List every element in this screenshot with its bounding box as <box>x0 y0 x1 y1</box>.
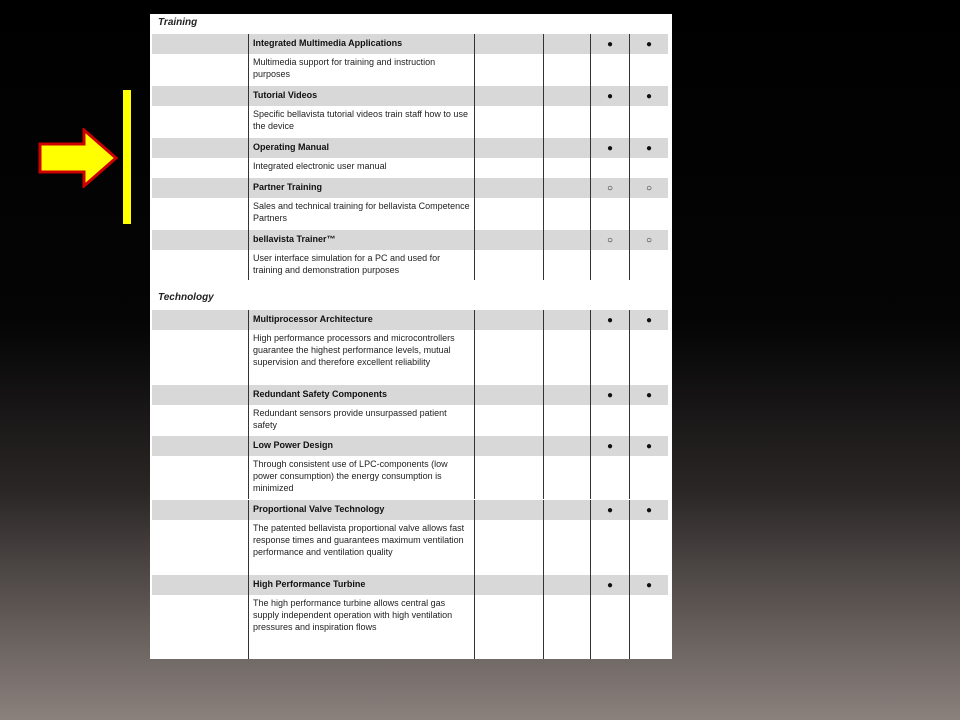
feature-name: Partner Training <box>253 182 323 192</box>
feature-description: Sales and technical training for bellavista Competence Partners <box>253 201 470 223</box>
mark-col-a: ○ <box>606 182 614 194</box>
mark-col-b: ● <box>645 90 653 102</box>
feature-row <box>152 86 668 106</box>
feature-row <box>152 436 668 456</box>
feature-name: bellavista Trainer™ <box>253 234 336 244</box>
feature-row <box>152 310 668 330</box>
feature-name: Operating Manual <box>253 142 330 152</box>
feature-row <box>152 500 668 520</box>
desc-row <box>152 595 668 659</box>
feature-description: The patented bellavista proportional valve allows fast response times and guarantees maximum ventilation performance and ventilation quality <box>253 523 465 557</box>
feature-name: Proportional Valve Technology <box>253 504 385 514</box>
mark-col-a: ○ <box>606 234 614 246</box>
feature-row <box>152 230 668 250</box>
desc-row <box>152 456 668 499</box>
desc-row <box>152 54 668 86</box>
mark-col-b: ● <box>645 504 653 516</box>
mark-col-a: ● <box>606 440 614 452</box>
mark-col-b: ● <box>645 389 653 401</box>
mark-col-a: ● <box>606 579 614 591</box>
mark-col-a: ● <box>606 142 614 154</box>
feature-row <box>152 34 668 54</box>
feature-row <box>152 385 668 405</box>
mark-col-b: ● <box>645 142 653 154</box>
feature-name: Multiprocessor Architecture <box>253 314 373 324</box>
desc-row <box>152 330 668 385</box>
mark-col-b: ● <box>645 579 653 591</box>
right-arrow-icon <box>38 128 118 188</box>
mark-col-a: ● <box>606 504 614 516</box>
desc-row <box>152 158 668 178</box>
feature-name: Integrated Multimedia Applications <box>253 38 403 48</box>
feature-description: Specific bellavista tutorial videos train staff how to use the device <box>253 109 468 131</box>
feature-description: High performance processors and microcontrollers guarantee the highest performance levels, mutual supervision and therefore excellent reliability <box>253 333 455 367</box>
mark-col-b: ● <box>645 38 653 50</box>
feature-description: User interface simulation for a PC and used for training and demonstration purposes <box>253 253 441 275</box>
mark-col-b: ● <box>645 440 653 452</box>
desc-row <box>152 405 668 436</box>
feature-description: The high performance turbine allows central gas supply independent operation with high ventilation pressures and inspiration flows <box>253 598 453 632</box>
mark-col-a: ● <box>606 90 614 102</box>
section-title-technology: Technology <box>158 292 214 303</box>
feature-name: Redundant Safety Components <box>253 389 388 399</box>
feature-row <box>152 138 668 158</box>
feature-name: Low Power Design <box>253 440 334 450</box>
feature-description: Integrated electronic user manual <box>253 161 387 171</box>
feature-row <box>152 575 668 595</box>
section-title-training: Training <box>158 17 198 28</box>
feature-description: Redundant sensors provide unsurpassed patient safety <box>253 408 447 430</box>
feature-name: Tutorial Videos <box>253 90 318 100</box>
highlight-bar <box>123 90 131 224</box>
mark-col-a: ● <box>606 389 614 401</box>
desc-row <box>152 520 668 575</box>
feature-description: Multimedia support for training and instruction purposes <box>253 57 436 79</box>
spec-table-page <box>150 14 672 659</box>
feature-description: Through consistent use of LPC-components (low power consumption) the energy consumption is minimized <box>253 459 448 493</box>
mark-col-a: ● <box>606 38 614 50</box>
mark-col-b: ● <box>645 314 653 326</box>
desc-row <box>152 106 668 138</box>
mark-col-b: ○ <box>645 182 653 194</box>
desc-row <box>152 250 668 280</box>
mark-col-b: ○ <box>645 234 653 246</box>
mark-col-a: ● <box>606 314 614 326</box>
desc-row <box>152 198 668 230</box>
feature-row <box>152 178 668 198</box>
feature-name: High Performance Turbine <box>253 579 366 589</box>
